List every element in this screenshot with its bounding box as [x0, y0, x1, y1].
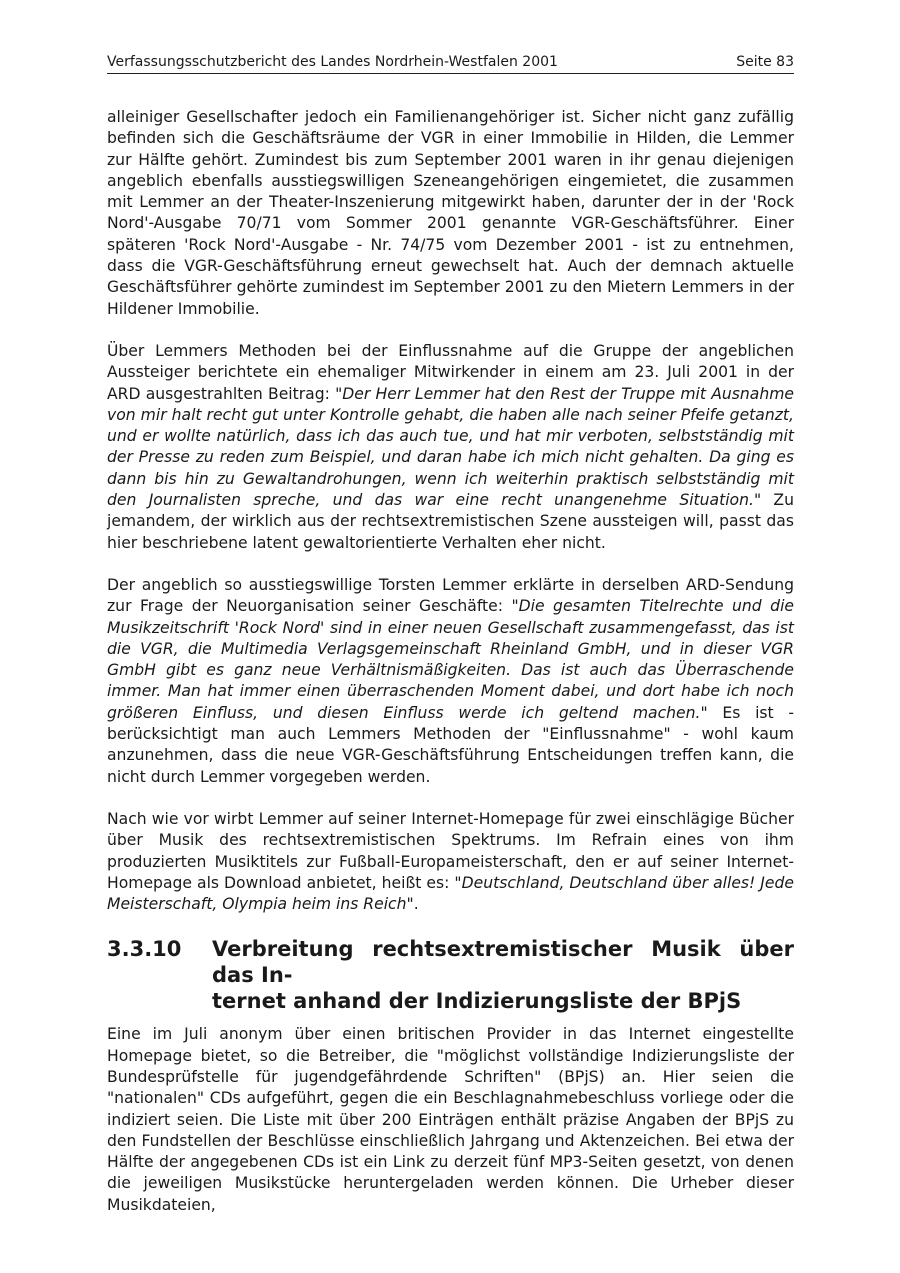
page-number: Seite 83 — [736, 54, 794, 70]
paragraph-4-intro: Nach wie vor wirbt Lemmer auf seiner Internet-Homepage für zwei einschlägige Bücher über Musik des rechtsextremistischen Spektrums. Im Refrain eines von ihm produzierten Musiktitels zur Fußball-Europameisterschaft, den er auf seiner Internet-Homepage als Download anbietet, heißt es: " — [107, 809, 794, 892]
paragraph-1: alleiniger Gesellschafter jedoch ein Familienangehöriger ist. Sicher nicht ganz zufällig befinden sich die Geschäftsräume der VGR in einer Immobilie in Hilden, die Lemmer zur Hälfte gehört. Zumindest bis zum September 2001 waren in ihr genau diejenigen angeblich ebenfalls ausstiegswilligen Szeneangehörigen eingemietet, die zusammen mit Lemmer an der Theater-Inszenierung mitgewirkt haben, darunter der in der 'Rock Nord'-Ausgabe 70/71 vom Sommer 2001 genannte VGR-Geschäftsführer. Einer späteren 'Rock Nord'-Ausgabe - Nr. 74/75 vom Dezember 2001 - ist zu entnehmen, dass die VGR-Geschäftsführung erneut gewechselt hat. Auch der demnach aktuelle Geschäftsführer gehörte zumindest im September 2001 zu den Mietern Lemmers in der Hildener Immobilie. — [107, 108, 794, 318]
header-title: Verfassungsschutzbericht des Landes Nordrhein-Westfalen 2001 — [107, 54, 558, 70]
paragraph-3-quote: Die gesamten Titelrechte und die Musikzeitschrift 'Rock Nord' sind in einer neuen Gesellschaft zusammengefasst, das ist die VGR, die Multimedia Verlagsgemeinschaft Rheinland GmbH, und in dieser VGR GmbH gibt es ganz neue Verhältnismäßigkeiten. Das ist auch das Überraschende immer. Man hat immer einen überraschenden Moment dabei, und dort habe ich noch größeren Einfluss, und diesen Einfluss werde ich geltend machen. — [107, 597, 794, 722]
paragraph-2 — [107, 341, 794, 554]
paragraph-4 — [107, 809, 794, 915]
section-number: 3.3.10 — [107, 937, 182, 962]
paragraph-3-intro: Der angeblich so ausstiegswillige Torsten Lemmer erklärte in derselben ARD-Sendung zur Frage der Neuorganisation seiner Geschäfte: " — [107, 575, 794, 616]
paragraph-4-outro: ". — [406, 895, 419, 914]
paragraph-2-outro: " Zu jemandem, der wirklich aus der rechtsextremistischen Szene aussteigen will, passt das hier beschriebene latent gewaltorientierte Verhalten eher nicht. — [107, 491, 794, 552]
paragraph-3-outro: " Es ist - berücksichtigt man auch Lemmers Methoden der "Einflussnahme" - wohl kaum anzunehmen, dass die neue VGR-Geschäftsführung Entscheidungen treffen kann, die nicht durch Lemmer vorgegeben werden. — [107, 703, 794, 786]
paragraph-2-intro: Über Lemmers Methoden bei der Einflussnahme auf die Gruppe der angeblichen Aussteiger berichtete ein ehemaliger Mitwirkender in einem am 23. Juli 2001 in der ARD ausgestrahlten Beitrag: " — [107, 341, 794, 403]
body-text — [107, 107, 794, 1237]
paragraph-4-quote: Deutschland, Deutschland über alles! Jede Meisterschaft, Olympia heim ins Reich — [107, 873, 794, 914]
paragraph-5: Eine im Juli anonym über einen britischen Provider in das Internet eingestellte Homepage bietet, so die Betreiber, die "möglichst vollständige Indizierungsliste der Bundesprüfstelle für jugendgefährdende Schriften" (BPjS) an. Hier seien die "nationalen" CDs aufgeführt, gegen die ein Beschlagnahmebeschluss vorliege oder die indiziert seien. Die Liste mit über 200 Einträgen enthält präzise Angaben der BPjS zu den Fundstellen der Beschlüsse einschließlich Jahrgang und Aktenzeichen. Bei etwa der Hälfte der angegebenen CDs ist ein Link zu derzeit fünf MP3-Seiten gesetzt, von denen die jeweiligen Musikstücke heruntergeladen werden können. Die Urheber dieser Musikdateien, — [107, 1025, 794, 1214]
section-title-line-1: Verbreitung rechtsextremistischer Musik über das In- — [212, 937, 794, 988]
paragraph-2-quote: Der Herr Lemmer hat den Rest der Truppe mit Ausnahme von mir halt recht gut unter Kontrolle gehabt, die haben alle nach seiner Pfeife getanzt, und er wollte natürlich, dass ich das auch tue, und hat mir verboten, selbstständig mit der Presse zu reden zum Beispiel, und daran habe ich mich nicht gehalten. Da ging es dann bis hin zu Gewaltandrohungen, wenn ich weiterhin praktisch selbstständig mit den Journalisten spreche, und das war eine recht unangenehme Situation. — [107, 384, 794, 510]
paragraph-3 — [107, 575, 794, 788]
section-title-line-2: ternet anhand der Indizierungsliste der BPjS — [212, 989, 742, 1014]
section-heading — [107, 936, 794, 1014]
section-title — [212, 936, 794, 1014]
page-header — [107, 52, 794, 74]
